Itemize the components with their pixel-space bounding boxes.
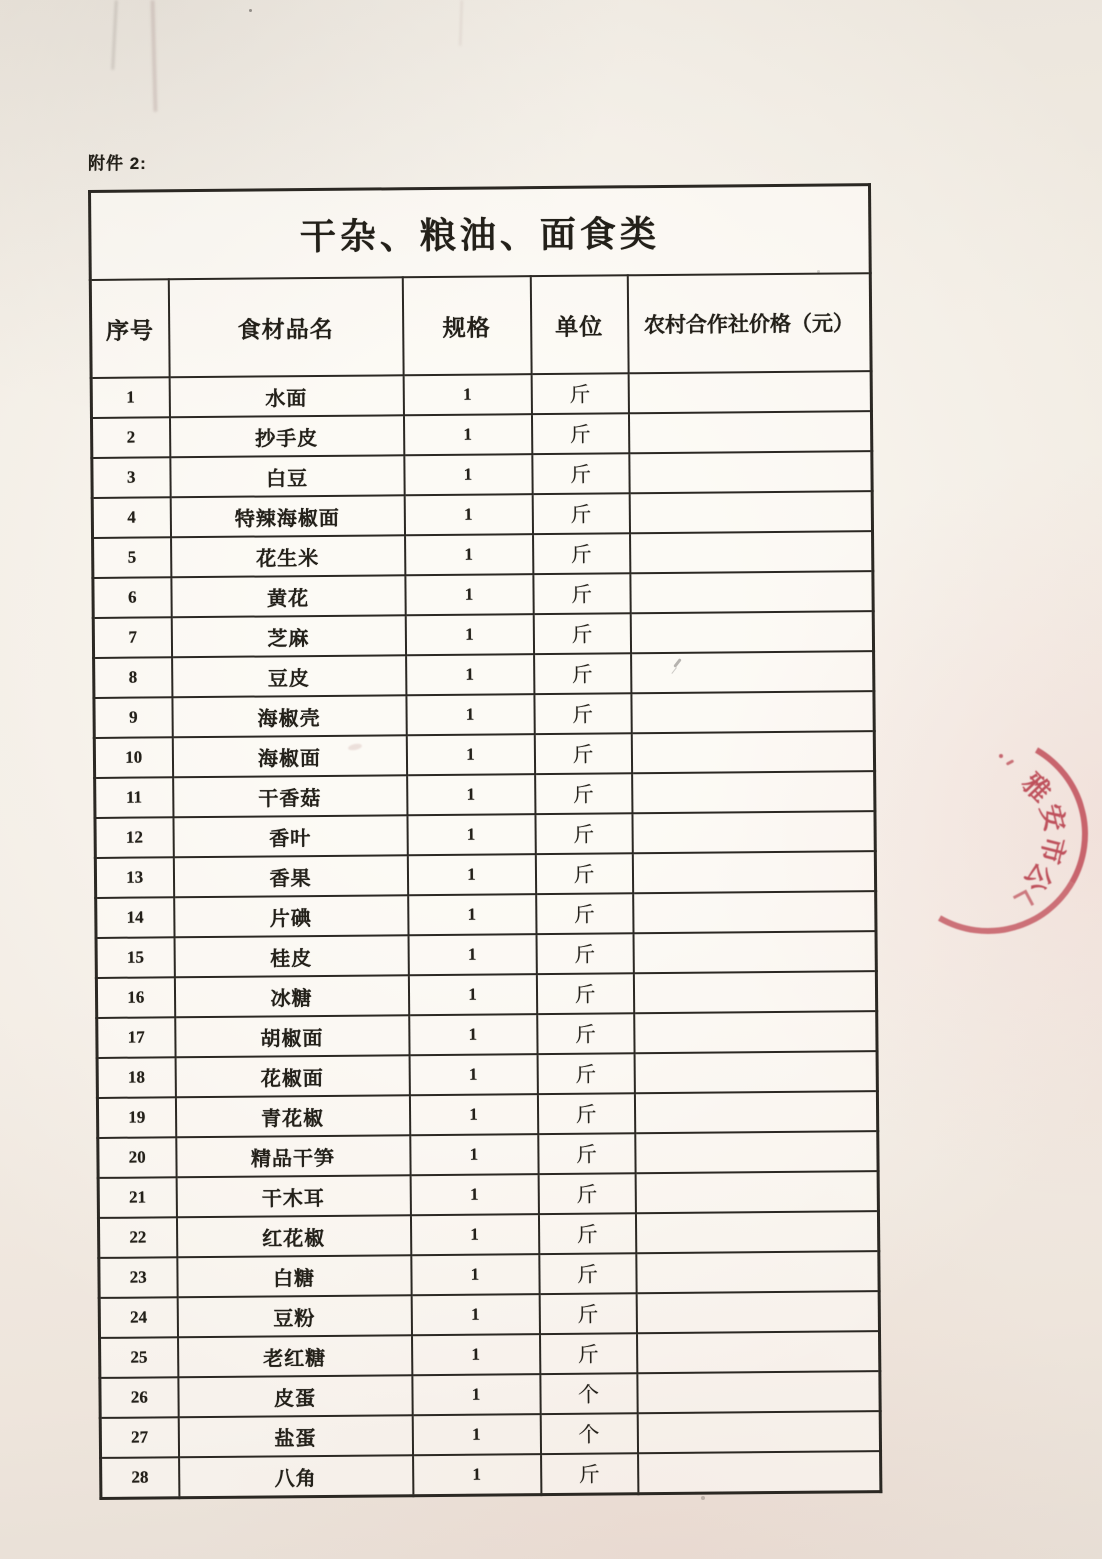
cell-unit: 斤 xyxy=(535,853,632,894)
table-row xyxy=(93,611,873,658)
header-row xyxy=(90,273,871,378)
cell-unit: 斤 xyxy=(535,813,632,854)
table-row xyxy=(100,1331,880,1378)
cell-name: 豆粉 xyxy=(177,1295,411,1337)
table-body xyxy=(91,371,881,1498)
cell-unit: 斤 xyxy=(536,893,633,934)
cell-price xyxy=(636,1291,879,1333)
cell-price xyxy=(636,1251,879,1293)
stamp-ring-arc xyxy=(866,712,1102,957)
paper-crease xyxy=(111,0,118,70)
cell-no: 6 xyxy=(93,577,171,618)
table-row xyxy=(97,1091,877,1138)
cell-spec: 1 xyxy=(406,694,534,735)
cell-unit: 斤 xyxy=(535,773,632,814)
cell-name: 特辣海椒面 xyxy=(170,495,404,537)
table-row xyxy=(96,971,876,1018)
table-row xyxy=(92,491,872,538)
cell-spec: 1 xyxy=(413,1454,541,1496)
cell-spec: 1 xyxy=(405,534,533,575)
cell-unit: 斤 xyxy=(533,573,630,614)
cell-no: 8 xyxy=(94,657,172,698)
table-wrapper xyxy=(88,183,879,1500)
cell-spec: 1 xyxy=(407,854,535,895)
cell-no: 15 xyxy=(96,937,174,978)
column-header: 序号 xyxy=(90,279,169,378)
table-row xyxy=(93,531,873,578)
cell-no: 26 xyxy=(100,1377,178,1418)
table-title: 干杂、粮油、面食类 xyxy=(90,185,871,280)
cell-no: 5 xyxy=(93,537,171,578)
cell-unit: 斤 xyxy=(538,1213,635,1254)
cell-price xyxy=(633,971,876,1013)
cell-name: 花生米 xyxy=(171,535,405,577)
cell-no: 20 xyxy=(98,1137,176,1178)
cell-no: 19 xyxy=(97,1097,175,1138)
cell-price xyxy=(628,371,871,413)
cell-name: 片碘 xyxy=(174,895,408,937)
cell-spec: 1 xyxy=(403,374,531,415)
stamp-character: 雅 xyxy=(1016,767,1057,808)
cell-name: 水面 xyxy=(169,375,403,417)
table-row xyxy=(97,1051,877,1098)
cell-no: 23 xyxy=(99,1257,177,1298)
cell-price xyxy=(632,851,875,893)
column-header: 规格 xyxy=(402,276,531,375)
cell-name: 八角 xyxy=(179,1455,413,1498)
cell-unit: 斤 xyxy=(540,1333,637,1374)
cell-spec: 1 xyxy=(408,934,536,975)
cell-unit: 斤 xyxy=(537,1053,634,1094)
cell-spec: 1 xyxy=(411,1294,539,1335)
table-row xyxy=(95,771,875,818)
cell-unit: 斤 xyxy=(538,1133,635,1174)
column-header: 单位 xyxy=(530,275,628,374)
cell-name: 豆皮 xyxy=(172,655,406,697)
cell-no: 9 xyxy=(94,697,172,738)
table-row xyxy=(94,691,874,738)
stamp-character: 公 xyxy=(1018,857,1059,898)
cell-unit: 斤 xyxy=(531,413,628,454)
cell-no: 21 xyxy=(98,1177,176,1218)
cell-spec: 1 xyxy=(410,1134,538,1175)
cell-price xyxy=(636,1331,879,1373)
cell-spec: 1 xyxy=(406,654,534,695)
stamp-character: 市 xyxy=(1034,833,1071,867)
table-row xyxy=(101,1451,881,1498)
cell-unit: 斤 xyxy=(538,1173,635,1214)
cell-spec: 1 xyxy=(404,494,532,535)
cell-name: 桂皮 xyxy=(174,935,408,977)
cell-no: 12 xyxy=(95,817,173,858)
cell-unit: 斤 xyxy=(541,1453,638,1494)
table-row xyxy=(95,811,875,858)
cell-name: 精品干笋 xyxy=(176,1135,410,1177)
stamp-mark xyxy=(1006,759,1014,765)
cell-unit: 斤 xyxy=(539,1253,636,1294)
table-row xyxy=(91,371,871,418)
table-row xyxy=(98,1131,878,1178)
cell-price xyxy=(629,451,872,493)
cell-price xyxy=(628,411,871,453)
cell-price xyxy=(631,731,874,773)
cell-price xyxy=(635,1211,878,1253)
table-row xyxy=(98,1171,878,1218)
cell-unit: 斤 xyxy=(531,373,628,414)
ink-speck xyxy=(249,9,252,12)
cell-spec: 1 xyxy=(404,454,532,495)
cell-name: 青花椒 xyxy=(175,1095,409,1137)
cell-name: 白糖 xyxy=(177,1255,411,1297)
cell-price xyxy=(633,891,876,933)
table-row xyxy=(98,1211,878,1258)
cell-name: 老红糖 xyxy=(178,1335,412,1377)
cell-no: 18 xyxy=(97,1057,175,1098)
cell-spec: 1 xyxy=(408,974,536,1015)
cell-name: 花椒面 xyxy=(175,1055,409,1097)
cell-price xyxy=(634,1051,877,1093)
cell-price xyxy=(634,1091,877,1133)
cell-name: 皮蛋 xyxy=(178,1375,412,1417)
cell-spec: 1 xyxy=(407,814,535,855)
table-row xyxy=(92,451,872,498)
table-row xyxy=(93,571,873,618)
cell-no: 17 xyxy=(97,1017,175,1058)
paper-crease xyxy=(459,0,463,46)
cell-name: 白豆 xyxy=(170,455,404,497)
cell-name: 盐蛋 xyxy=(178,1415,412,1457)
cell-unit: 斤 xyxy=(534,653,631,694)
cell-price xyxy=(631,651,874,693)
cell-unit: 斤 xyxy=(532,493,629,534)
price-table xyxy=(88,183,882,1500)
cell-price xyxy=(630,531,873,573)
table-row xyxy=(97,1011,877,1058)
cell-price xyxy=(630,571,873,613)
stamp-partial-character xyxy=(1013,889,1034,911)
cell-unit: 斤 xyxy=(533,613,630,654)
table-row xyxy=(96,931,876,978)
cell-unit: 斤 xyxy=(532,453,629,494)
cell-spec: 1 xyxy=(409,1014,537,1055)
cell-spec: 1 xyxy=(406,734,534,775)
cell-spec: 1 xyxy=(405,614,533,655)
cell-no: 28 xyxy=(101,1457,179,1498)
table-row xyxy=(96,891,876,938)
cell-name: 胡椒面 xyxy=(175,1015,409,1057)
table-row xyxy=(94,731,874,778)
cell-price xyxy=(635,1171,878,1213)
cell-name: 海椒面 xyxy=(172,735,406,777)
cell-unit: 斤 xyxy=(539,1293,636,1334)
cell-spec: 1 xyxy=(409,1094,537,1135)
cell-unit: 斤 xyxy=(537,1093,634,1134)
cell-unit: 斤 xyxy=(534,693,631,734)
cell-no: 4 xyxy=(92,497,170,538)
cell-no: 1 xyxy=(91,377,169,418)
cell-no: 27 xyxy=(100,1417,178,1458)
cell-spec: 1 xyxy=(409,1054,537,1095)
cell-unit: 斤 xyxy=(537,1013,634,1054)
cell-price xyxy=(634,1011,877,1053)
cell-price xyxy=(629,491,872,533)
stamp-character: 安 xyxy=(1034,801,1071,835)
cell-spec: 1 xyxy=(412,1334,540,1375)
cell-name: 红花椒 xyxy=(176,1215,410,1257)
cell-name: 黄花 xyxy=(171,575,405,617)
paper-crease xyxy=(151,0,158,112)
cell-spec: 1 xyxy=(412,1374,540,1415)
cell-spec: 1 xyxy=(412,1414,540,1455)
cell-name: 冰糖 xyxy=(174,975,408,1017)
cell-spec: 1 xyxy=(410,1214,538,1255)
cell-name: 香叶 xyxy=(173,815,407,857)
attachment-label: 附件 2: xyxy=(88,154,147,173)
cell-price xyxy=(635,1131,878,1173)
table-row xyxy=(100,1371,880,1418)
cell-unit: 斤 xyxy=(534,733,631,774)
cell-price xyxy=(632,811,875,853)
cell-no: 7 xyxy=(93,617,171,658)
cell-no: 25 xyxy=(100,1337,178,1378)
cell-spec: 1 xyxy=(407,774,535,815)
table-row xyxy=(99,1291,879,1338)
table-row xyxy=(91,411,871,458)
cell-spec: 1 xyxy=(403,414,531,455)
cell-price xyxy=(630,611,873,653)
cell-no: 22 xyxy=(98,1217,176,1258)
cell-spec: 1 xyxy=(408,894,536,935)
table-row xyxy=(100,1411,880,1458)
cell-unit: 斤 xyxy=(536,973,633,1014)
title-row xyxy=(90,185,871,280)
cell-no: 24 xyxy=(99,1297,177,1338)
cell-no: 10 xyxy=(94,737,172,778)
cell-price xyxy=(632,771,875,813)
cell-name: 海椒壳 xyxy=(172,695,406,737)
cell-no: 11 xyxy=(95,777,173,818)
cell-no: 13 xyxy=(95,857,173,898)
cell-spec: 1 xyxy=(405,574,533,615)
cell-price xyxy=(638,1451,881,1494)
cell-name: 干木耳 xyxy=(176,1175,410,1217)
cell-no: 16 xyxy=(96,977,174,1018)
cell-no: 3 xyxy=(92,457,170,498)
cell-spec: 1 xyxy=(411,1254,539,1295)
cell-spec: 1 xyxy=(410,1174,538,1215)
column-header: 食材品名 xyxy=(168,277,403,377)
table-row xyxy=(94,651,874,698)
cell-price xyxy=(633,931,876,973)
cell-name: 香果 xyxy=(173,855,407,897)
cell-unit: 个 xyxy=(540,1413,637,1454)
cell-unit: 斤 xyxy=(533,533,630,574)
cell-name: 抄手皮 xyxy=(169,415,403,457)
table-row xyxy=(99,1251,879,1298)
cell-unit: 个 xyxy=(540,1373,637,1414)
cell-price xyxy=(631,691,874,733)
stamp-mark xyxy=(999,754,1003,758)
cell-price xyxy=(637,1411,880,1453)
cell-no: 2 xyxy=(91,417,169,458)
cell-name: 芝麻 xyxy=(171,615,405,657)
cell-name: 干香菇 xyxy=(173,775,407,817)
cell-no: 14 xyxy=(96,897,174,938)
cell-unit: 斤 xyxy=(536,933,633,974)
cell-price xyxy=(637,1371,880,1413)
table-row xyxy=(95,851,875,898)
column-header: 农村合作社价格（元） xyxy=(627,273,871,373)
ink-speck xyxy=(701,1496,705,1500)
